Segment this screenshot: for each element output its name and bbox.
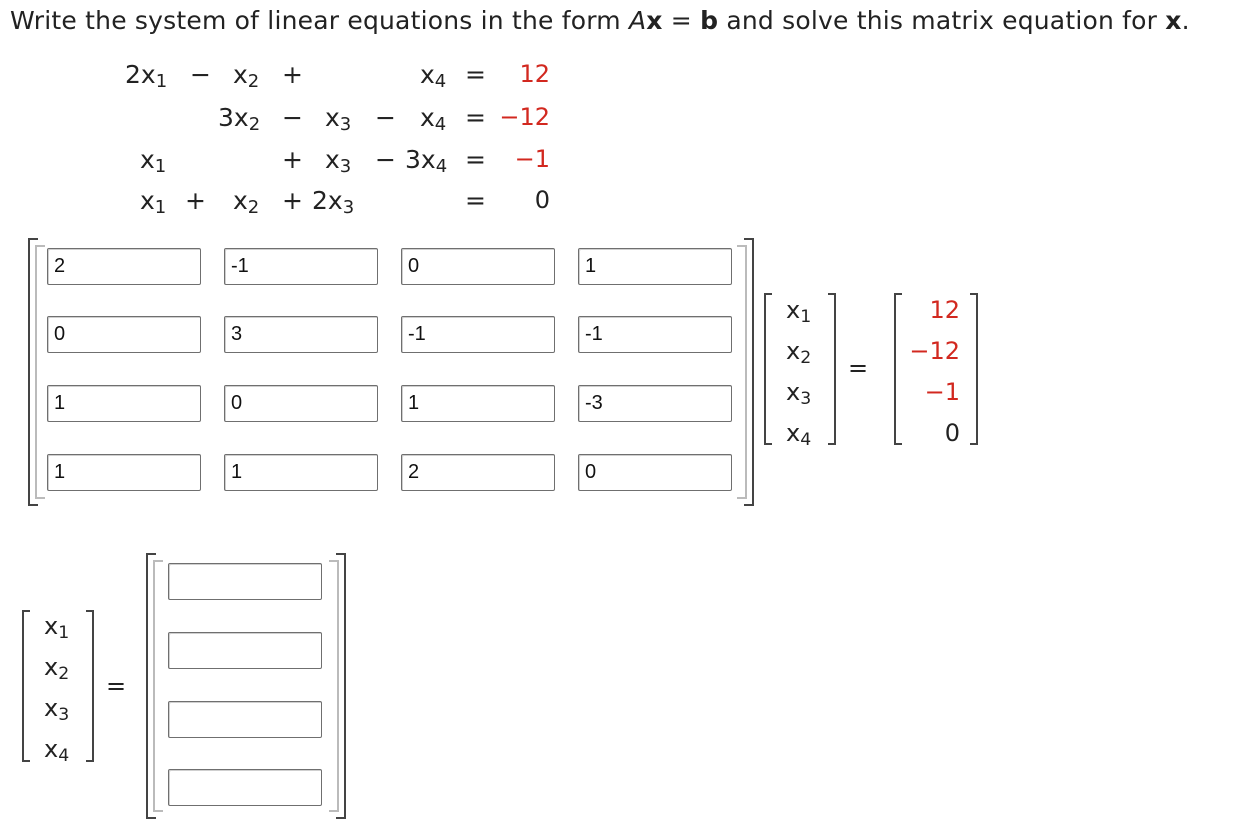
b-vector-4: 0 [944, 419, 960, 447]
solution-x3-input[interactable] [168, 701, 322, 738]
eq2-equals: = [465, 103, 486, 132]
solution-right-bracket-inner [329, 560, 339, 812]
b-vector-3: −1 [924, 378, 960, 406]
x-vector-bottom-x1: x1 [44, 612, 70, 643]
b-vector-1: 12 [929, 296, 960, 324]
matrix-a-cell-4-2[interactable] [224, 454, 378, 491]
x-vector-top-x2: x2 [786, 337, 812, 368]
matrix-a-cell-1-2[interactable] [224, 248, 378, 285]
x-vector-top-x4: x4 [786, 419, 812, 450]
matrix-a-left-bracket-inner [35, 245, 45, 499]
solution-x2-input[interactable] [168, 632, 322, 669]
matrix-a-cell-4-1[interactable] [47, 454, 201, 491]
x-vector-bottom-right-bracket [86, 610, 94, 762]
question-prompt: Write the system of linear equations in the form Ax = b and solve this matrix equation for x. [10, 6, 1190, 35]
eq3-equals: = [465, 145, 486, 174]
b-vector-2: −12 [909, 337, 960, 365]
matrix-a-cell-1-3[interactable] [401, 248, 555, 285]
matrix-a-cell-3-1[interactable] [47, 385, 201, 422]
x-vector-bottom-x4: x4 [44, 735, 70, 766]
eq4-term2: x2 [233, 186, 260, 218]
eq3-term1: x1 [140, 145, 167, 177]
bottom-equals-sign: = [106, 672, 127, 700]
b-vector-right-bracket [970, 293, 978, 445]
eq3-rhs: −1 [514, 145, 550, 173]
matrix-a-cell-2-3[interactable] [401, 316, 555, 353]
x-vector-bottom-x3: x3 [44, 694, 70, 725]
matrix-a-cell-4-3[interactable] [401, 454, 555, 491]
solution-x4-input[interactable] [168, 769, 322, 806]
eq2-rhs: −12 [499, 103, 550, 131]
x-vector-top-right-bracket [828, 293, 836, 445]
matrix-a-right-bracket-inner [737, 245, 747, 499]
eq2-term4: x4 [420, 103, 447, 135]
x-vector-top-x3: x3 [786, 378, 812, 409]
solution-x1-input[interactable] [168, 563, 322, 600]
x-vector-bottom-left-bracket [22, 610, 30, 762]
top-equals-sign: = [848, 354, 869, 382]
eq3-op2: + [282, 145, 303, 174]
eq1-term2: x2 [233, 60, 260, 92]
eq1-term1: 2x1 [125, 60, 168, 92]
eq2-op2: − [282, 103, 303, 132]
eq4-op1: + [185, 186, 206, 215]
x-vector-bottom-x2: x2 [44, 653, 70, 684]
matrix-a-cell-4-4[interactable] [578, 454, 732, 491]
eq2-term2: 3x2 [218, 103, 261, 135]
eq1-op2: + [282, 60, 303, 89]
matrix-a-cell-3-4[interactable] [578, 385, 732, 422]
matrix-a-cell-1-4[interactable] [578, 248, 732, 285]
eq1-rhs: 12 [519, 60, 550, 88]
eq1-equals: = [465, 60, 486, 89]
matrix-a-cell-1-1[interactable] [47, 248, 201, 285]
eq4-equals: = [465, 186, 486, 215]
x-vector-top-x1: x1 [786, 296, 812, 327]
solution-left-bracket-inner [153, 560, 163, 812]
eq1-op1: − [190, 60, 211, 89]
matrix-a-cell-2-4[interactable] [578, 316, 732, 353]
eq2-op3: − [375, 103, 396, 132]
eq3-op3: − [375, 145, 396, 174]
matrix-a-cell-2-2[interactable] [224, 316, 378, 353]
matrix-a-cell-3-2[interactable] [224, 385, 378, 422]
eq4-op2: + [282, 186, 303, 215]
eq4-term1: x1 [140, 186, 167, 218]
eq4-term3: 2x3 [312, 186, 355, 218]
matrix-a-cell-2-1[interactable] [47, 316, 201, 353]
matrix-a-cell-3-3[interactable] [401, 385, 555, 422]
eq3-term3: x3 [325, 145, 352, 177]
eq1-term4: x4 [420, 60, 447, 92]
x-vector-top-left-bracket [764, 293, 772, 445]
eq3-term4: 3x4 [405, 145, 448, 177]
eq2-term3: x3 [325, 103, 352, 135]
eq4-rhs: 0 [534, 186, 550, 214]
